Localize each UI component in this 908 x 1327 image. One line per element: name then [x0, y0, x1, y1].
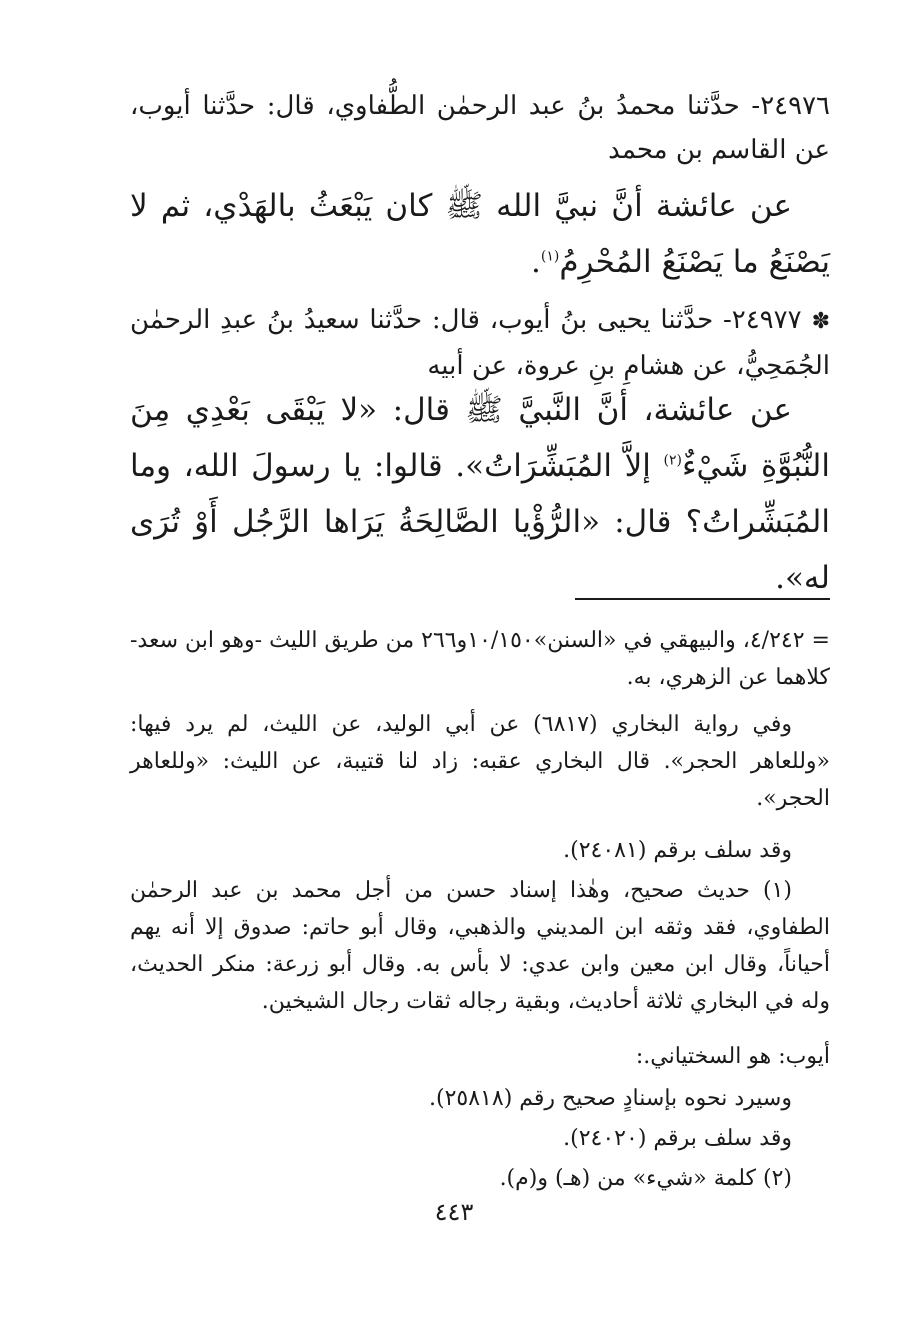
- footnote-continuation-2: [130, 706, 830, 817]
- hadith-24976-isnad: [130, 84, 830, 172]
- asterisk-marker-icon: ✽: [811, 309, 830, 334]
- footnote-continuation-3: [130, 832, 830, 869]
- matn-text-part2: إلاَّ المُبَشِّرَاتُ». قالوا: يا رسولَ الله، وما المُبَشِّراتُ؟ قال: «الرُّؤْيا الصَّالِحَةُ يَرَاها الرَّجُل أَوْ تُرَى له».: [130, 448, 830, 596]
- footnote-ref-2[interactable]: (٢): [663, 452, 682, 469]
- page-number: ٤٤٣: [434, 1198, 474, 1226]
- matn-text-part1: عن عائشة، أنَّ النَّبيَّ ﷺ قال: «لا يَبْقَى بَعْدِي مِنَ النُّبُوَّةِ شَيْءٌ: [130, 392, 830, 484]
- footnote-text: أيوب: هو السختياني.:: [635, 1044, 830, 1069]
- isnad-text: حدَّثنا محمدُ بنُ عبد الرحمٰن الطُّفاوي، قال: حدَّثنا أيوب، عن القاسم بن محمد: [130, 91, 830, 165]
- footnote-text: وقد سلف برقم (٢٤٠٨١).: [563, 838, 792, 863]
- footnote-text: (٢) كلمة «شيء» من (هـ) و(م).: [499, 1166, 792, 1191]
- footnote-text: وفي رواية البخاري (٦٨١٧) عن أبي الوليد، عن الليث، لم يرد فيها: «وللعاهر الحجر». قال البخاري عقبه: زاد لنا قتيبة، عن الليث: «وللعاهر الحجر».: [130, 712, 830, 811]
- footnote-1-prior-ref: [130, 1120, 830, 1157]
- matn-end: .: [531, 244, 541, 280]
- isnad-text: حدَّثنا يحيى بنُ أيوب، قال: حدَّثنا سعيدُ بنُ عبدِ الرحمٰن الجُمَحِيُّ، عن هشامِ بنِ عروة، عن أبيه: [130, 305, 830, 381]
- footnote-1-later-ref: [130, 1080, 830, 1117]
- footnote-1-ayyub: [130, 1038, 830, 1075]
- hadith-24977-matn: [130, 382, 830, 606]
- footnote-ref-1[interactable]: (١): [540, 248, 560, 265]
- footnote-text: = ٤/٢٤٢، والبيهقي في «السنن»١٠/١٥٠و٢٦٦ من طريق الليث -وهو ابن سعد- كلاهما عن الزهري، به.: [130, 628, 830, 690]
- hadith-number: ٢٤٩٧٦-: [751, 91, 831, 121]
- hadith-number: ٢٤٩٧٧-: [722, 305, 802, 335]
- footnote-text: (١) حديث صحيح، وهٰذا إسناد حسن من أجل محمد بن عبد الرحمٰن الطفاوي، فقد وثقه ابن المديني والذهبي، وقال أبو حاتم: صدوق إلا أنه يهم أحياناً، وقال ابن معين وابن عدي: لا بأس به. وقال أبو زرعة: منكر الحديث، وله في البخاري ثلاثة أحاديث، وبقية رجاله ثقات رجال الشيخين.: [130, 878, 830, 1014]
- footnote-text: وقد سلف برقم (٢٤٠٢٠).: [563, 1126, 792, 1151]
- hadith-24977-isnad: [130, 298, 830, 388]
- footnote-separator: [575, 598, 830, 600]
- hadith-24976-matn: [130, 178, 830, 290]
- footnote-text: وسيرد نحوه بإسنادٍ صحيح رقم (٢٥٨١٨).: [429, 1086, 792, 1111]
- matn-text: عن عائشة أنَّ نبيَّ الله ﷺ كان يَبْعَثُ بالهَدْي، ثم لا يَصْنَعُ ما يَصْنَعُ المُحْرِمُ: [130, 188, 830, 280]
- footnote-1: [130, 872, 830, 1020]
- footnote-2: [130, 1160, 830, 1197]
- footnote-continuation-1: [130, 622, 830, 696]
